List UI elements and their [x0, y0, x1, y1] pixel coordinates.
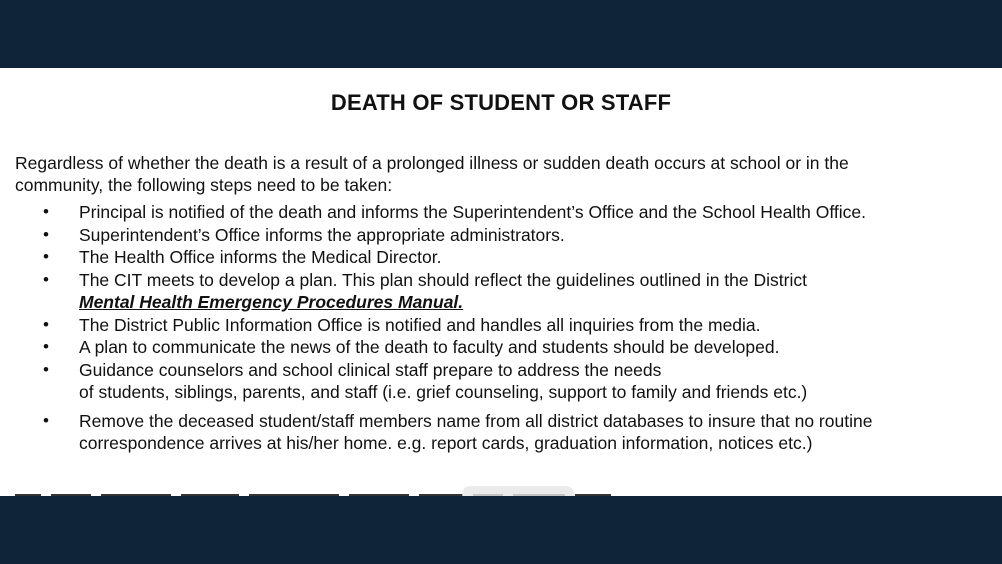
list-item-text-continued: of students, siblings, parents, and staff (i.e. grief counseling, support to family and friends etc.) [79, 382, 808, 402]
bottom-letterbox [0, 496, 1002, 564]
list-item-text: Principal is notified of the death and informs the Superintendent’s Office and the School Health Office. [79, 202, 867, 222]
page-indicator-pill [462, 486, 574, 496]
list-item-text: Guidance counselors and school clinical staff prepare to address the needs [79, 359, 662, 380]
list-item [0, 314, 1002, 337]
list-item-text: The District Public Information Office is notified and handles all inquiries from the media. [79, 314, 761, 335]
intro-line-2: community, the following steps need to be taken: [15, 175, 393, 195]
document-title: DEATH OF STUDENT OR STAFF [330, 90, 672, 115]
list-item [0, 269, 1002, 314]
list-item [0, 246, 1002, 269]
list-item-text: Remove the deceased student/staff members name from all district databases to insure that no routine [79, 410, 873, 431]
bullet-icon: • [43, 410, 49, 430]
list-item-text: The CIT meets to develop a plan. This plan should reflect the guidelines outlined in the District [79, 269, 807, 290]
bullet-icon: • [43, 224, 49, 244]
list-item [0, 410, 1002, 455]
bullet-icon: • [43, 247, 49, 266]
list-item [0, 359, 1002, 404]
list-item-text: Superintendent’s Office informs the appropriate administrators. [79, 224, 565, 245]
intro-line-1: Regardless of whether the death is a result of a prolonged illness or sudden death occurs at school or in the [15, 153, 849, 173]
intro-paragraph [15, 152, 990, 196]
steps-list [0, 201, 1002, 455]
bullet-icon: • [43, 337, 49, 356]
bullet-icon: • [43, 314, 49, 334]
list-item [0, 224, 1002, 247]
list-item [0, 336, 1002, 359]
document-page [0, 68, 1002, 496]
top-letterbox [0, 0, 1002, 68]
bullet-icon: • [43, 202, 49, 221]
list-item-text: The Health Office informs the Medical Director. [79, 247, 442, 267]
list-item [0, 201, 1002, 224]
list-item-text: A plan to communicate the news of the death to faculty and students should be developed. [79, 337, 780, 357]
bullet-icon: • [43, 269, 49, 289]
bullet-icon: • [43, 359, 49, 379]
manual-title: Mental Health Emergency Procedures Manual. [79, 292, 464, 312]
list-item-text-continued: correspondence arrives at his/her home. e.g. report cards, graduation information, notices etc.) [79, 433, 813, 453]
